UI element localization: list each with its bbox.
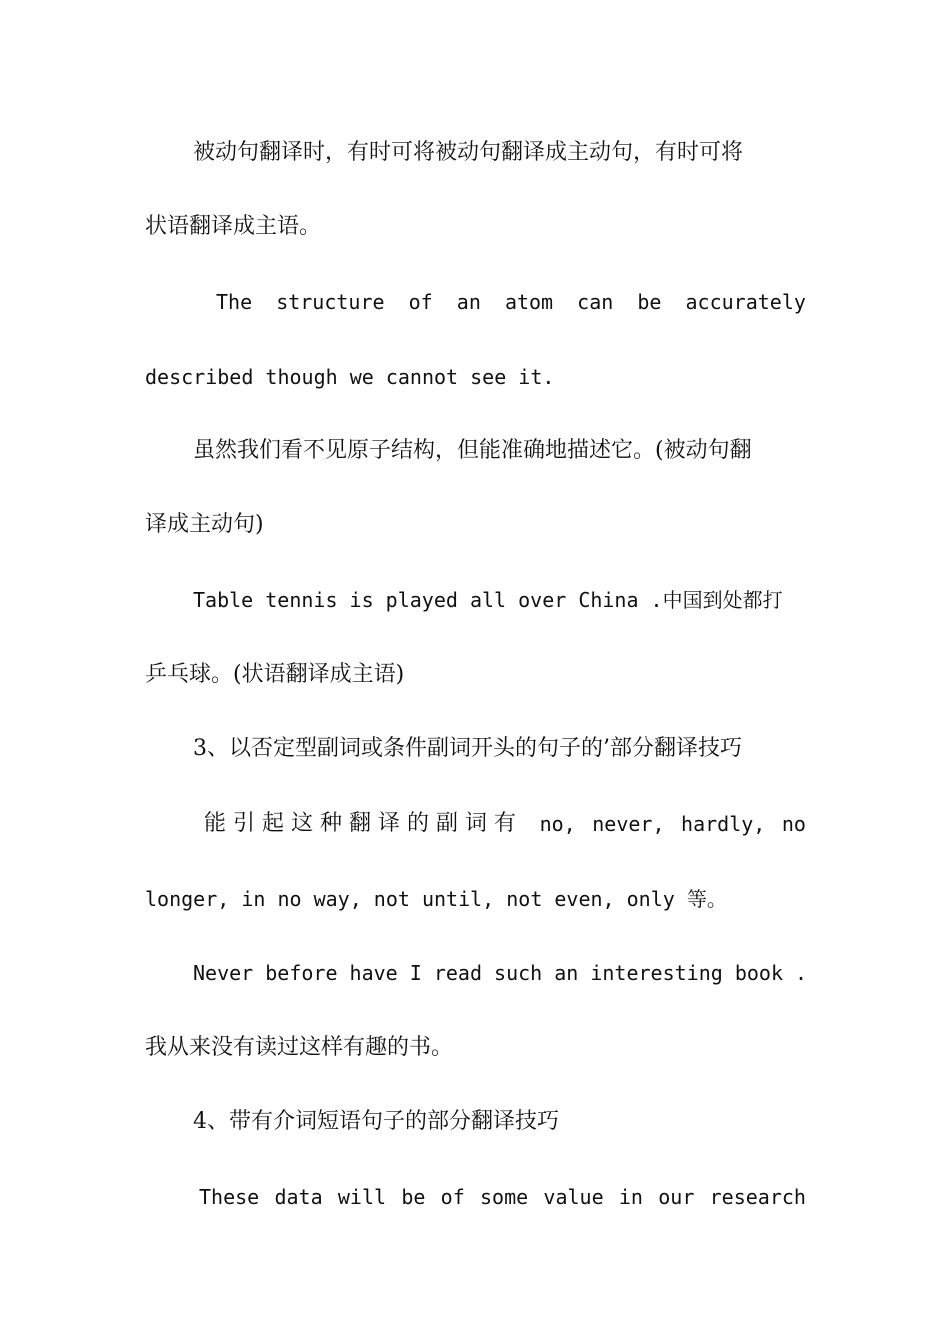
- word: The: [216, 290, 253, 314]
- paragraph-line-english: Never before have I read such an interesting book .: [193, 961, 808, 985]
- word: no: [781, 812, 806, 836]
- word: be: [401, 1185, 426, 1209]
- word: some: [480, 1185, 529, 1209]
- word: value: [543, 1185, 604, 1209]
- paragraph-line: 我从来没有读过这样有趣的书。: [145, 1035, 454, 1060]
- word: structure: [276, 290, 385, 314]
- paragraph-line-english: [216, 287, 806, 317]
- word: of: [440, 1185, 465, 1209]
- word: These: [199, 1185, 260, 1209]
- paragraph-line-mixed: [204, 809, 806, 839]
- paragraph-line-english: [199, 1182, 806, 1212]
- paragraph-line: 乒乓球。(状语翻译成主语): [145, 662, 405, 687]
- paragraph-line-english: described though we cannot see it.: [145, 365, 555, 389]
- word: accurately: [685, 290, 806, 314]
- word: can: [577, 290, 614, 314]
- section-heading: 4、带有介词短语句子的部分翻译技巧: [193, 1109, 559, 1134]
- section-heading: 3、以否定型副词或条件副词开头的句子的’部分翻译技巧: [193, 736, 742, 761]
- paragraph-line: 虽然我们看不见原子结构，但能准确地描述它。(被动句翻: [193, 438, 752, 463]
- paragraph-line: 被动句翻译时，有时可将被动句翻译成主动句，有时可将: [193, 140, 744, 165]
- word: in: [618, 1185, 643, 1209]
- word: of: [408, 290, 433, 314]
- word: 能引起这种翻译的副词有: [204, 811, 524, 836]
- word: research: [709, 1185, 806, 1209]
- paragraph-line-mixed: longer, in no way, not until, not even, only 等。: [145, 887, 727, 911]
- word: will: [337, 1185, 387, 1209]
- word: our: [658, 1185, 695, 1209]
- paragraph-line-mixed: Table tennis is played all over China .中国到处都打: [193, 588, 783, 612]
- word: no,: [539, 812, 576, 836]
- word: an: [456, 290, 481, 314]
- word: be: [637, 290, 662, 314]
- word: atom: [504, 290, 554, 314]
- word: never,: [592, 812, 665, 836]
- paragraph-line: 译成主动句): [145, 512, 264, 537]
- paragraph-line: 状语翻译成主语。: [145, 214, 322, 239]
- word: data: [274, 1185, 323, 1209]
- word: hardly,: [681, 812, 766, 836]
